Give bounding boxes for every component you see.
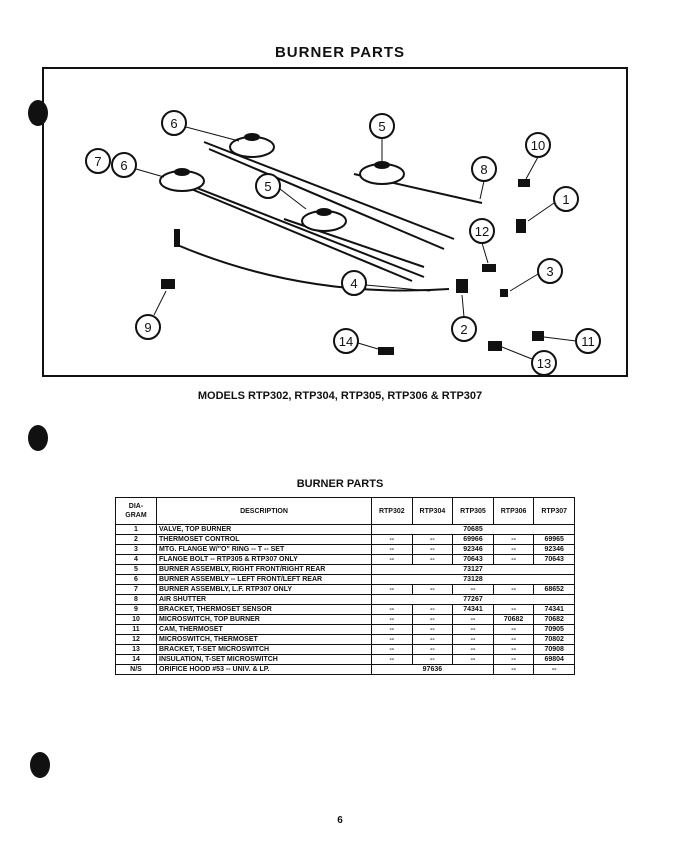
table-cell: BURNER ASSEMBLY -- LEFT FRONT/LEFT REAR bbox=[157, 575, 372, 585]
table-cell: N/S bbox=[116, 665, 157, 675]
table-cell: -- bbox=[372, 535, 413, 545]
callout-6b: 6 bbox=[120, 158, 128, 173]
table-cell: -- bbox=[372, 625, 413, 635]
table-header-row bbox=[116, 498, 575, 525]
callout-8: 8 bbox=[480, 162, 488, 177]
callout-4: 4 bbox=[350, 276, 358, 291]
table-row bbox=[116, 595, 575, 605]
table-cell: -- bbox=[412, 545, 453, 555]
col-header-description: DESCRIPTION bbox=[157, 498, 372, 525]
binder-hole bbox=[28, 425, 48, 451]
table-cell: 70905 bbox=[534, 625, 575, 635]
parts-table-body bbox=[116, 525, 575, 675]
callout-5b: 5 bbox=[264, 179, 272, 194]
table-cell: THERMOSET CONTROL bbox=[157, 535, 372, 545]
table-cell: 70908 bbox=[534, 645, 575, 655]
col-header-rtp306: RTP306 bbox=[493, 498, 534, 525]
table-cell: 70643 bbox=[453, 555, 494, 565]
table-cell: MICROSWITCH, THERMOSET bbox=[157, 635, 372, 645]
table-cell: 2 bbox=[116, 535, 157, 545]
table-cell: 1 bbox=[116, 525, 157, 535]
table-cell: -- bbox=[453, 645, 494, 655]
table-cell: BRACKET, T-SET MICROSWITCH bbox=[157, 645, 372, 655]
table-cell: -- bbox=[453, 615, 494, 625]
table-cell: 74341 bbox=[534, 605, 575, 615]
callout-2: 2 bbox=[460, 322, 468, 337]
models-caption: MODELS RTP302, RTP304, RTP305, RTP306 & RTP307 bbox=[197, 390, 483, 402]
table-row bbox=[116, 535, 575, 545]
col-header-diagram: DIA- GRAM bbox=[116, 498, 157, 525]
table-cell: -- bbox=[493, 555, 534, 565]
col-header-rtp307: RTP307 bbox=[534, 498, 575, 525]
table-cell: 7 bbox=[116, 585, 157, 595]
table-cell: 13 bbox=[116, 645, 157, 655]
callout-11: 11 bbox=[581, 334, 595, 349]
table-row bbox=[116, 615, 575, 625]
table-cell: -- bbox=[493, 605, 534, 615]
table-cell: -- bbox=[453, 585, 494, 595]
table-cell: INSULATION, T-SET MICROSWITCH bbox=[157, 655, 372, 665]
table-cell: 68652 bbox=[534, 585, 575, 595]
binder-hole bbox=[30, 752, 50, 778]
col-header-rtp304: RTP304 bbox=[412, 498, 453, 525]
table-row bbox=[116, 625, 575, 635]
table-cell: -- bbox=[372, 555, 413, 565]
table-cell: -- bbox=[372, 645, 413, 655]
table-cell: -- bbox=[493, 665, 534, 675]
table-cell: 12 bbox=[116, 635, 157, 645]
table-cell: 11 bbox=[116, 625, 157, 635]
table-cell: -- bbox=[372, 655, 413, 665]
table-cell: -- bbox=[412, 555, 453, 565]
table-row bbox=[116, 605, 575, 615]
table-cell: -- bbox=[412, 605, 453, 615]
table-cell: 77267 bbox=[372, 595, 575, 605]
table-row bbox=[116, 555, 575, 565]
table-cell: -- bbox=[372, 605, 413, 615]
callout-14: 14 bbox=[338, 334, 354, 349]
table-cell: CAM, THERMOSET bbox=[157, 625, 372, 635]
table-row bbox=[116, 565, 575, 575]
table-cell: -- bbox=[493, 625, 534, 635]
table-cell: 9 bbox=[116, 605, 157, 615]
table-row bbox=[116, 545, 575, 555]
table-row bbox=[116, 525, 575, 535]
table-cell: VALVE, TOP BURNER bbox=[157, 525, 372, 535]
table-cell: 70643 bbox=[534, 555, 575, 565]
table-cell: BURNER ASSEMBLY, L.F. RTP307 ONLY bbox=[157, 585, 372, 595]
table-cell: BURNER ASSEMBLY, RIGHT FRONT/RIGHT REAR bbox=[157, 565, 372, 575]
table-row bbox=[116, 655, 575, 665]
table-cell: -- bbox=[372, 635, 413, 645]
table-row bbox=[116, 635, 575, 645]
table-cell: 6 bbox=[116, 575, 157, 585]
table-cell: 69804 bbox=[534, 655, 575, 665]
table-cell: 70685 bbox=[372, 525, 575, 535]
table-cell: -- bbox=[372, 615, 413, 625]
table-cell: 69965 bbox=[534, 535, 575, 545]
table-cell: BRACKET, THERMOSET SENSOR bbox=[157, 605, 372, 615]
table-cell: -- bbox=[412, 625, 453, 635]
callout-13: 13 bbox=[536, 356, 552, 371]
callout-9: 9 bbox=[144, 320, 152, 335]
table-cell: -- bbox=[453, 625, 494, 635]
table-cell: 70682 bbox=[493, 615, 534, 625]
table-cell: -- bbox=[372, 585, 413, 595]
table-cell: 73128 bbox=[372, 575, 575, 585]
table-cell: -- bbox=[412, 645, 453, 655]
table-cell: 70802 bbox=[534, 635, 575, 645]
table-cell: -- bbox=[412, 655, 453, 665]
table-row bbox=[116, 645, 575, 655]
table-cell: 14 bbox=[116, 655, 157, 665]
callout-7: 7 bbox=[94, 154, 102, 169]
table-cell: -- bbox=[493, 585, 534, 595]
exploded-diagram bbox=[42, 67, 628, 377]
page-number: 6 bbox=[337, 815, 343, 826]
table-cell: MICROSWITCH, TOP BURNER bbox=[157, 615, 372, 625]
table-cell: -- bbox=[412, 535, 453, 545]
table-cell: -- bbox=[412, 615, 453, 625]
callout-1: 1 bbox=[562, 192, 570, 207]
table-cell: 92346 bbox=[534, 545, 575, 555]
table-cell: 4 bbox=[116, 555, 157, 565]
table-cell: 97636 bbox=[372, 665, 494, 675]
callout-5a: 5 bbox=[378, 119, 386, 134]
table-cell: 8 bbox=[116, 595, 157, 605]
callout-6a: 6 bbox=[170, 116, 178, 131]
callout-3: 3 bbox=[546, 264, 554, 279]
table-cell: -- bbox=[493, 645, 534, 655]
table-cell: 74341 bbox=[453, 605, 494, 615]
table-cell: -- bbox=[412, 635, 453, 645]
burner-parts-illustration bbox=[44, 69, 630, 379]
table-cell: 69966 bbox=[453, 535, 494, 545]
table-cell: -- bbox=[493, 655, 534, 665]
table-row bbox=[116, 665, 575, 675]
table-cell: 92346 bbox=[453, 545, 494, 555]
table-cell: AIR SHUTTER bbox=[157, 595, 372, 605]
table-cell: -- bbox=[493, 545, 534, 555]
table-row bbox=[116, 585, 575, 595]
table-cell: ORIFICE HOOD #53 -- UNIV. & LP. bbox=[157, 665, 372, 675]
col-header-rtp305: RTP305 bbox=[453, 498, 494, 525]
table-cell: -- bbox=[372, 545, 413, 555]
callout-12: 12 bbox=[474, 224, 490, 239]
table-cell: -- bbox=[493, 635, 534, 645]
page-title: BURNER PARTS bbox=[274, 44, 406, 61]
table-cell: -- bbox=[453, 635, 494, 645]
table-cell: 73127 bbox=[372, 565, 575, 575]
parts-table-title: BURNER PARTS bbox=[296, 478, 384, 490]
table-cell: 70682 bbox=[534, 615, 575, 625]
parts-table bbox=[115, 497, 575, 675]
table-cell: -- bbox=[534, 665, 575, 675]
table-cell: 10 bbox=[116, 615, 157, 625]
table-cell: -- bbox=[493, 535, 534, 545]
callout-10: 10 bbox=[530, 138, 546, 153]
table-cell: -- bbox=[453, 655, 494, 665]
col-header-rtp302: RTP302 bbox=[372, 498, 413, 525]
table-cell: MTG. FLANGE W/"O" RING -- T -- SET bbox=[157, 545, 372, 555]
table-cell: FLANGE BOLT -- RTP305 & RTP307 ONLY bbox=[157, 555, 372, 565]
table-cell: 5 bbox=[116, 565, 157, 575]
table-cell: -- bbox=[412, 585, 453, 595]
table-row bbox=[116, 575, 575, 585]
table-cell: 3 bbox=[116, 545, 157, 555]
